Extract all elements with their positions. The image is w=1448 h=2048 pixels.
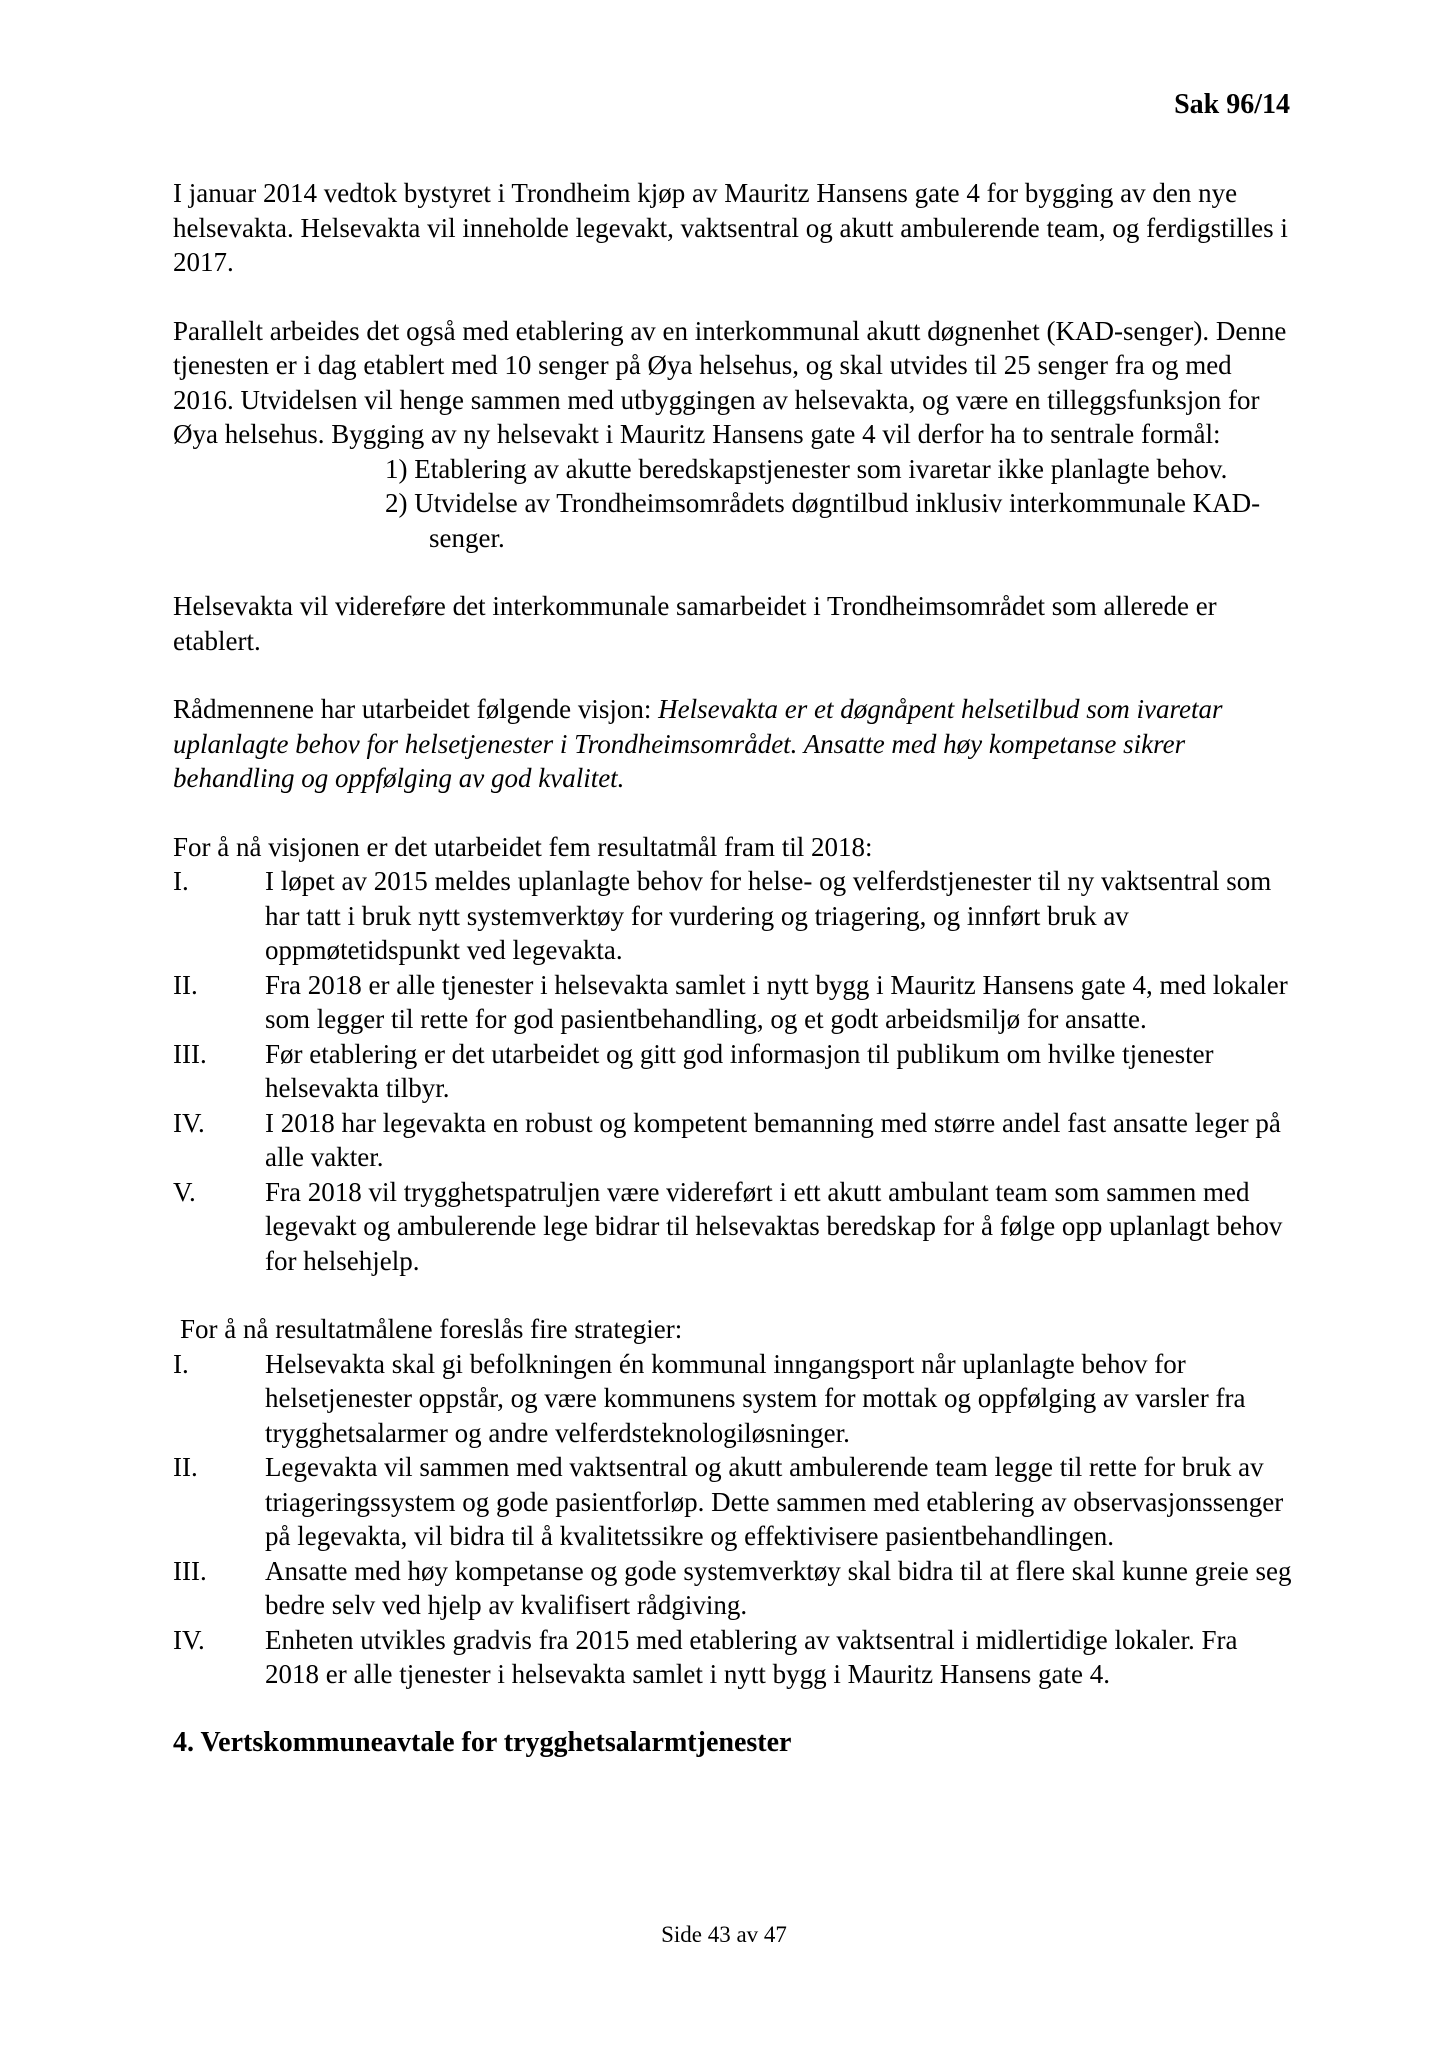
- goals-list: [173, 864, 1293, 1278]
- strategy-item: [173, 1347, 1293, 1451]
- vision-statement: Helsevakta er et døgnåpent helsetilbud som ivaretar uplanlagte behov for helsetjenester i Trondheimsområdet. Ansatte med høy kompetanse sikrer behandling og oppfølging av god kvalitet.: [173, 694, 1223, 793]
- purpose-list: [173, 452, 1293, 556]
- purpose-item: 1) Etablering av akutte beredskapstjenester som ivaretar ikke planlagte behov.: [385, 453, 1228, 484]
- strategy-item: [173, 1554, 1293, 1623]
- goal-item: [173, 864, 1293, 968]
- paragraph-kad: Parallelt arbeides det også med etablering av en interkommunal akutt døgnenhet (KAD-senger). Denne tjenesten er i dag etablert med 10 senger på Øya helsehus, og skal utvides til 25 senger fra og med 2016. Utvidelsen vil henge sammen med utbyggingen av helsevakta, og være en tilleggsfunksjon for Øya helsehus. Bygging av ny helsevakt i Mauritz Hansens gate 4 vil derfor ha to sentrale formål:: [173, 315, 1287, 449]
- goal-text: I løpet av 2015 meldes uplanlagte behov for helse- og velferdstjenester til ny vaktsentral som har tatt i bruk nytt systemverktøy for vurdering og triagering, og innført bruk av oppmøtetidspunkt ved legevakta.: [265, 866, 1272, 965]
- goal-text: Fra 2018 vil trygghetspatruljen være videreført i ett akutt ambulant team som sammen med legevakt og ambulerende lege bidrar til helsevaktas beredskap for å følge opp uplanlagt behov for helsehjelp.: [265, 1176, 1283, 1276]
- paragraph-intro: I januar 2014 vedtok bystyret i Trondheim kjøp av Mauritz Hansens gate 4 for bygging av den nye helsevakta. Helsevakta vil inneholde legevakt, vaktsentral og akutt ambulerende team, og ferdigstilles i 2017.: [173, 178, 1288, 277]
- strategy-item: [173, 1450, 1293, 1554]
- paragraph-cooperation: Helsevakta vil videreføre det interkommunale samarbeidet i Trondheimsområdet som allerede er etablert.: [173, 591, 1217, 656]
- goal-number: I.: [173, 866, 189, 896]
- paragraph-vision: [173, 692, 1293, 796]
- strategies-list: [173, 1347, 1293, 1692]
- strategies-intro: For å nå resultatmålene foreslås fire strategier:: [180, 1314, 683, 1344]
- strategy-text: Legevakta vil sammen med vaktsentral og akutt ambulerende team legge til rette for bruk av triageringssystem og gode pasientforløp. Dette sammen med etablering av observasjonssenger på legevakta, vil bidra til å kvalitetssikre og effektivisere pasientbehandlingen.: [265, 1452, 1284, 1551]
- goal-text: Fra 2018 er alle tjenester i helsevakta samlet i nytt bygg i Mauritz Hansens gate 4, med lokaler som legger til rette for god pasientbehandling, og et godt arbeidsmiljø for ansatte.: [265, 969, 1288, 1034]
- goal-text: Før etablering er det utarbeidet og gitt god informasjon til publikum om hvilke tjenester helsevakta tilbyr.: [265, 1038, 1214, 1103]
- strategy-number: IV.: [173, 1624, 205, 1655]
- goal-number: V.: [173, 1176, 196, 1207]
- strategy-number: II.: [173, 1452, 198, 1482]
- strategy-number: III.: [173, 1555, 207, 1586]
- case-number: Sak 96/14: [1174, 89, 1290, 120]
- strategy-item: [173, 1623, 1293, 1692]
- goal-item: [173, 968, 1293, 1037]
- strategy-text: Helsevakta skal gi befolkningen én kommunal inngangsport når uplanlagte behov for helsetjenester oppstår, og være kommunens system for mottak og oppfølging av varsler fra trygghetsalarmer og andre velferdsteknologiløsninger.: [265, 1348, 1246, 1448]
- goals-intro: For å nå visjonen er det utarbeidet fem resultatmål fram til 2018:: [173, 831, 873, 862]
- goal-item: [173, 1175, 1293, 1279]
- goal-item: [173, 1106, 1293, 1175]
- strategy-text: Enheten utvikles gradvis fra 2015 med etablering av vaktsentral i midlertidige lokaler. Fra 2018 er alle tjenester i helsevakta samlet i nytt bygg i Mauritz Hansens gate 4.: [265, 1624, 1238, 1689]
- vision-lead: Rådmennene har utarbeidet følgende visjon:: [173, 694, 659, 724]
- goal-text: I 2018 har legevakta en robust og kompetent bemanning med større andel fast ansatte leger på alle vakter.: [265, 1107, 1281, 1172]
- goal-item: [173, 1037, 1293, 1106]
- document-body: [173, 176, 1293, 1760]
- strategy-text: Ansatte med høy kompetanse og gode systemverktøy skal bidra til at flere skal kunne greie seg bedre selv ved hjelp av kvalifisert rådgiving.: [265, 1555, 1292, 1620]
- section-heading: 4. Vertskommuneavtale for trygghetsalarmtjenester: [173, 1726, 792, 1758]
- strategy-number: I.: [173, 1348, 189, 1379]
- goal-number: III.: [173, 1038, 207, 1069]
- purpose-item: 2) Utvidelse av Trondheimsområdets døgntilbud inklusiv interkommunale KAD-senger.: [385, 488, 1261, 553]
- goal-number: IV.: [173, 1107, 205, 1138]
- goal-number: II.: [173, 969, 198, 1000]
- page-number: Side 43 av 47: [661, 1922, 787, 1947]
